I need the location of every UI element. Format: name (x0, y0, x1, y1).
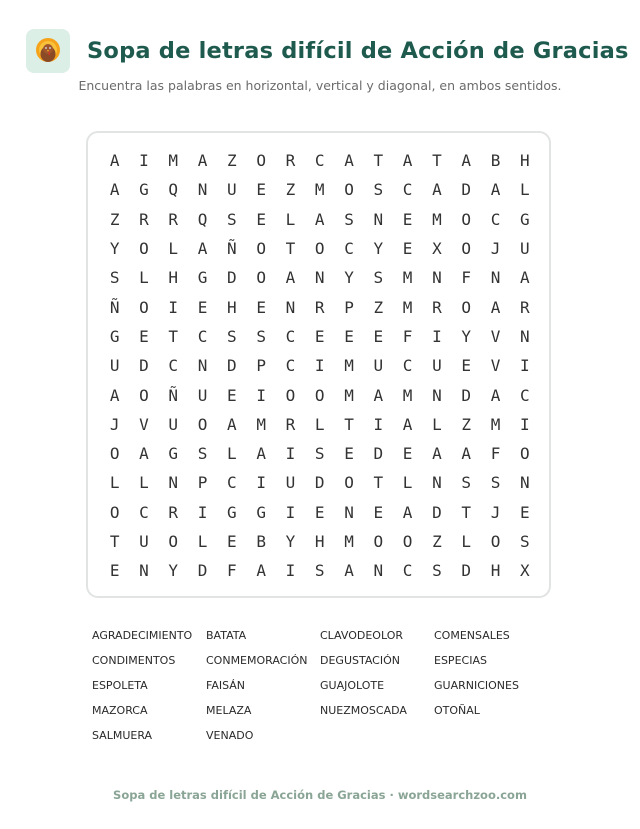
grid-cell[interactable]: O (197, 414, 208, 434)
grid-cell[interactable]: L (402, 473, 413, 493)
grid-cell[interactable]: O (461, 209, 472, 229)
grid-cell[interactable]: O (168, 532, 179, 551)
grid-cell[interactable]: M (432, 209, 442, 229)
grid-cell[interactable]: A (139, 444, 149, 464)
grid-cell[interactable]: O (139, 239, 149, 259)
grid-cell[interactable]: U (373, 356, 384, 376)
grid-cell[interactable]: S (314, 444, 325, 464)
grid-cell[interactable]: N (519, 326, 530, 346)
grid-cell[interactable]: F (402, 326, 413, 346)
grid-cell[interactable]: I (285, 502, 296, 522)
grid-cell[interactable]: C (402, 561, 413, 581)
grid-cell[interactable]: D (461, 561, 472, 581)
grid-cell[interactable]: I (432, 326, 442, 346)
grid-cell[interactable]: D (461, 180, 472, 200)
grid-cell[interactable]: R (285, 414, 296, 434)
word-list-item: ESPOLETA (92, 679, 148, 692)
grid-cell[interactable]: G (519, 209, 530, 229)
grid-cell[interactable]: Ñ (109, 297, 120, 317)
grid-cell[interactable]: B (256, 532, 266, 551)
grid-cell[interactable]: E (402, 209, 413, 229)
grid-cell[interactable]: O (109, 502, 120, 522)
grid-cell[interactable]: C (490, 209, 501, 229)
grid-cell[interactable]: E (227, 385, 237, 405)
grid-cell[interactable]: E (314, 502, 325, 522)
grid-cell[interactable]: L (519, 180, 530, 200)
grid-cell[interactable]: L (139, 268, 149, 288)
grid-cell[interactable]: A (109, 151, 120, 171)
grid-cell[interactable]: C (519, 385, 530, 405)
grid-cell[interactable]: E (402, 239, 413, 259)
word-list-item: NUEZMOSCADA (320, 704, 407, 717)
grid-cell[interactable]: U (432, 356, 442, 376)
grid-cell[interactable]: T (285, 239, 296, 259)
grid-cell[interactable]: M (402, 268, 413, 288)
grid-cell[interactable]: X (519, 561, 530, 581)
grid-cell[interactable]: R (432, 297, 442, 317)
grid-cell[interactable]: E (519, 502, 530, 522)
grid-cell[interactable]: T (109, 532, 120, 551)
grid-cell[interactable]: H (490, 561, 501, 581)
grid-cell[interactable]: A (461, 151, 472, 171)
grid-cell[interactable]: I (285, 444, 296, 464)
grid-cell[interactable]: C (314, 151, 325, 171)
grid-cell[interactable]: S (256, 326, 266, 346)
grid-cell[interactable]: E (344, 444, 354, 464)
grid-cell[interactable]: I (519, 356, 530, 376)
grid-cell[interactable]: O (373, 532, 384, 551)
grid-cell[interactable]: A (197, 151, 208, 171)
word-list-item: SALMUERA (92, 729, 153, 742)
grid-cell[interactable]: Y (109, 239, 120, 259)
grid-cell[interactable]: M (344, 532, 354, 551)
grid-cell[interactable]: A (402, 151, 413, 171)
grid-cell[interactable]: L (139, 473, 149, 493)
grid-cell[interactable]: U (197, 385, 208, 405)
grid-cell[interactable]: D (227, 268, 237, 288)
grid-cell[interactable]: E (314, 326, 325, 346)
grid-cell[interactable]: N (168, 473, 179, 493)
grid-cell[interactable]: O (256, 239, 266, 259)
grid-cell[interactable]: X (432, 239, 442, 259)
grid-cell[interactable]: N (344, 502, 354, 522)
grid-cell[interactable]: O (139, 385, 149, 405)
grid-cell[interactable]: H (314, 532, 325, 551)
grid-cell[interactable]: S (373, 268, 384, 288)
word-list-item: MAZORCA (92, 704, 148, 717)
grid-cell[interactable]: E (139, 326, 149, 346)
grid-cell[interactable]: I (197, 502, 208, 522)
grid-cell[interactable]: I (519, 414, 530, 434)
grid-cell[interactable]: I (373, 414, 384, 434)
grid-cell[interactable]: I (285, 561, 296, 581)
grid-cell[interactable]: M (168, 151, 179, 171)
grid-cell[interactable]: T (373, 473, 384, 493)
grid-cell[interactable]: C (402, 356, 413, 376)
grid-cell[interactable]: O (344, 473, 354, 493)
grid-cell[interactable]: U (109, 356, 120, 376)
grid-cell[interactable]: A (344, 561, 354, 581)
grid-cell[interactable]: G (168, 444, 179, 464)
grid-cell[interactable]: L (168, 239, 179, 259)
grid-cell[interactable]: J (490, 502, 501, 522)
grid-cell[interactable]: D (227, 356, 237, 376)
grid-cell[interactable]: U (168, 414, 179, 434)
grid-cell[interactable]: Y (373, 239, 384, 259)
grid-cell[interactable]: A (490, 180, 501, 200)
grid-cell[interactable]: U (285, 473, 296, 493)
word-list-item: CONMEMORACIÓN (206, 654, 308, 667)
grid-cell[interactable]: A (314, 209, 325, 229)
grid-cell[interactable]: T (344, 414, 354, 434)
grid-cell[interactable]: H (519, 151, 530, 171)
grid-cell[interactable]: B (490, 151, 501, 171)
grid-cell[interactable]: Q (197, 209, 208, 229)
grid-cell[interactable]: U (519, 239, 530, 259)
grid-cell[interactable]: O (139, 297, 149, 317)
grid-cell[interactable]: T (373, 151, 384, 171)
grid-cell[interactable]: Y (461, 326, 472, 346)
grid-cell[interactable]: L (197, 532, 208, 551)
grid-cell[interactable]: A (461, 444, 472, 464)
word-list-item: VENADO (206, 729, 254, 742)
grid-cell[interactable]: J (490, 239, 501, 259)
footer: Sopa de letras difícil de Acción de Gracias · wordsearchzoo.com (113, 788, 527, 802)
grid-cell[interactable]: N (519, 473, 530, 493)
grid-cell[interactable]: L (461, 532, 472, 551)
grid-cell[interactable]: S (461, 473, 472, 493)
grid-cell[interactable]: A (432, 180, 442, 200)
grid-cell[interactable]: C (344, 239, 354, 259)
grid-cell[interactable]: A (256, 444, 266, 464)
grid-cell[interactable]: Z (373, 297, 384, 317)
grid-cell[interactable]: G (227, 502, 237, 522)
grid-cell[interactable]: D (432, 502, 442, 522)
grid-cell[interactable]: N (285, 297, 296, 317)
grid-cell[interactable]: E (461, 356, 472, 376)
grid-cell[interactable]: G (197, 268, 208, 288)
grid-cell[interactable]: S (373, 180, 384, 200)
grid-cell[interactable]: V (490, 356, 501, 376)
grid-cell[interactable]: L (227, 444, 237, 464)
grid-cell[interactable]: A (432, 444, 442, 464)
grid-cell[interactable]: M (344, 385, 354, 405)
grid-cell[interactable]: M (314, 180, 325, 200)
grid-cell[interactable]: C (197, 326, 208, 346)
grid-cell[interactable]: I (256, 385, 266, 405)
word-list-item: BATATA (206, 629, 247, 642)
grid-cell[interactable]: P (197, 473, 208, 493)
grid-cell[interactable]: Z (285, 180, 296, 200)
grid-cell[interactable]: O (109, 444, 120, 464)
grid-cell[interactable]: O (314, 239, 325, 259)
grid-cell[interactable]: L (109, 473, 120, 493)
grid-cell[interactable]: E (344, 326, 354, 346)
grid-cell[interactable]: S (227, 209, 237, 229)
word-list-item: DEGUSTACIÓN (320, 654, 400, 667)
turkey-icon (33, 36, 63, 66)
grid-cell[interactable]: A (109, 180, 120, 200)
grid-cell[interactable]: E (373, 502, 384, 522)
grid-cell[interactable]: Z (432, 532, 442, 551)
word-list (92, 628, 548, 753)
grid-cell[interactable]: S (314, 561, 325, 581)
grid-cell[interactable]: R (168, 209, 179, 229)
grid-cell[interactable]: G (256, 502, 266, 522)
grid-cell[interactable]: S (432, 561, 442, 581)
grid-cell[interactable]: T (461, 502, 472, 522)
grid-cell[interactable]: C (285, 326, 296, 346)
grid-cell[interactable]: V (139, 414, 149, 434)
grid-cell[interactable]: I (168, 297, 179, 317)
grid-cell[interactable]: Ñ (227, 239, 237, 259)
grid-cell[interactable]: N (197, 180, 208, 200)
grid-cell[interactable]: N (314, 268, 325, 288)
grid-cell[interactable]: I (139, 151, 149, 171)
grid-cell[interactable]: E (256, 297, 266, 317)
grid-cell[interactable]: Ñ (168, 385, 179, 405)
word-list-item: ESPECIAS (434, 654, 487, 667)
grid-cell[interactable]: O (344, 180, 354, 200)
grid-cell[interactable]: I (256, 473, 266, 493)
grid-cell[interactable]: C (402, 180, 413, 200)
grid-cell[interactable]: A (109, 385, 120, 405)
grid-cell[interactable]: A (490, 385, 501, 405)
word-list-item: CONDIMENTOS (92, 654, 176, 667)
grid-cell[interactable]: E (197, 297, 208, 317)
grid-cell[interactable]: C (168, 356, 179, 376)
word-list-item: AGRADECIMIENTO (92, 629, 193, 642)
grid-cell[interactable]: M (402, 385, 413, 405)
grid-cell[interactable]: A (490, 297, 501, 317)
grid-cell[interactable]: E (373, 326, 384, 346)
word-list-item: OTOÑAL (434, 704, 480, 717)
grid-cell[interactable]: H (227, 297, 237, 317)
instructions: Encuentra las palabras en horizontal, vertical y diagonal, en ambos sentidos. (78, 78, 562, 93)
grid-cell[interactable]: F (461, 268, 472, 288)
grid-cell[interactable]: F (227, 561, 237, 581)
grid-cell[interactable]: E (109, 561, 120, 581)
grid-cell[interactable]: D (461, 385, 472, 405)
grid-cell[interactable]: O (461, 239, 472, 259)
grid-cell[interactable]: M (344, 356, 354, 376)
grid-cell[interactable]: R (168, 502, 179, 522)
grid-cell[interactable]: M (402, 297, 413, 317)
grid-cell[interactable]: D (314, 473, 325, 493)
grid-cell[interactable]: Y (285, 532, 296, 551)
grid-cell[interactable]: O (402, 532, 413, 551)
word-list-item: COMENSALES (434, 629, 510, 642)
grid-cell[interactable]: F (490, 444, 501, 464)
grid-cell[interactable]: S (109, 268, 120, 288)
page-header (26, 28, 629, 74)
grid-cell[interactable]: A (519, 268, 530, 288)
grid-cell[interactable]: O (490, 532, 501, 551)
grid-cell[interactable]: L (285, 209, 296, 229)
grid-cell[interactable]: N (432, 473, 442, 493)
grid-cell[interactable]: A (227, 414, 237, 434)
grid-cell[interactable]: H (168, 268, 179, 288)
grid-cell[interactable]: C (227, 473, 237, 493)
grid-cell[interactable]: J (109, 414, 120, 434)
grid-cell[interactable]: P (256, 356, 266, 376)
grid-cell[interactable]: D (197, 561, 208, 581)
word-list-item: FAISÁN (206, 679, 246, 692)
grid-cell[interactable]: Q (168, 180, 179, 200)
grid-cell[interactable]: R (314, 297, 325, 317)
grid-cell[interactable]: Y (344, 268, 354, 288)
grid-cell[interactable]: S (197, 444, 208, 464)
grid-cell[interactable]: G (139, 180, 149, 200)
grid-cell[interactable]: A (373, 385, 384, 405)
grid-cell[interactable]: L (314, 414, 325, 434)
grid-cell[interactable]: E (227, 532, 237, 551)
grid-cell[interactable]: A (285, 268, 296, 288)
grid-cell[interactable]: T (432, 151, 442, 171)
grid-cell[interactable]: N (373, 561, 384, 581)
grid-cell[interactable]: E (256, 180, 266, 200)
grid-cell[interactable]: A (402, 502, 413, 522)
grid-cell[interactable]: I (314, 356, 325, 376)
page-title: Sopa de letras difícil de Acción de Gracias (87, 38, 629, 64)
grid-cell[interactable]: S (227, 326, 237, 346)
grid-cell[interactable]: A (402, 414, 413, 434)
grid-cell[interactable]: S (519, 532, 530, 551)
grid-cell[interactable]: Z (227, 151, 237, 171)
grid-cell[interactable]: P (344, 297, 354, 317)
grid-cell[interactable]: R (139, 209, 149, 229)
grid-cell[interactable]: M (490, 414, 501, 434)
grid-cell[interactable]: Z (461, 414, 472, 434)
grid-cell[interactable]: R (519, 297, 530, 317)
word-list-item: GUAJOLOTE (320, 679, 385, 692)
word-list-item: CLAVODEOLOR (320, 629, 403, 642)
grid-cell[interactable]: Y (168, 561, 179, 581)
grid-cell[interactable]: S (490, 473, 501, 493)
grid-cell[interactable]: V (490, 326, 501, 346)
grid-cell[interactable]: U (139, 532, 149, 551)
grid-cell[interactable]: O (314, 385, 325, 405)
grid-cell[interactable]: D (139, 356, 149, 376)
grid-cell[interactable]: A (256, 561, 266, 581)
grid-cell[interactable]: O (519, 444, 530, 464)
grid-cell[interactable]: N (490, 268, 501, 288)
grid-cell[interactable]: T (168, 326, 179, 346)
grid-cell[interactable]: N (432, 268, 442, 288)
grid-cell[interactable]: D (373, 444, 384, 464)
grid-cell[interactable]: O (285, 385, 296, 405)
letter-grid (100, 146, 539, 585)
word-list-item: GUARNICIONES (434, 679, 519, 692)
grid-cell[interactable]: A (197, 239, 208, 259)
grid-cell[interactable]: S (344, 209, 354, 229)
grid-cell[interactable]: A (344, 151, 354, 171)
grid-cell[interactable]: N (197, 356, 208, 376)
grid-cell[interactable]: G (109, 326, 120, 346)
grid-cell[interactable]: E (256, 209, 266, 229)
grid-cell[interactable]: N (432, 385, 442, 405)
grid-cell[interactable]: C (285, 356, 296, 376)
grid-cell[interactable]: E (402, 444, 413, 464)
grid-cell[interactable]: O (256, 151, 266, 171)
grid-cell[interactable]: M (256, 414, 266, 434)
grid-cell[interactable]: L (432, 414, 442, 434)
grid-cell[interactable]: N (373, 209, 384, 229)
grid-cell[interactable]: C (139, 502, 149, 522)
grid-cell[interactable]: O (256, 268, 266, 288)
logo (26, 29, 70, 73)
grid-cell[interactable]: O (461, 297, 472, 317)
grid-cell[interactable]: N (139, 561, 149, 581)
grid-cell[interactable]: U (227, 180, 237, 200)
grid-cell[interactable]: R (285, 151, 296, 171)
word-list-item: MELAZA (206, 704, 252, 717)
grid-cell[interactable]: Z (109, 209, 120, 229)
